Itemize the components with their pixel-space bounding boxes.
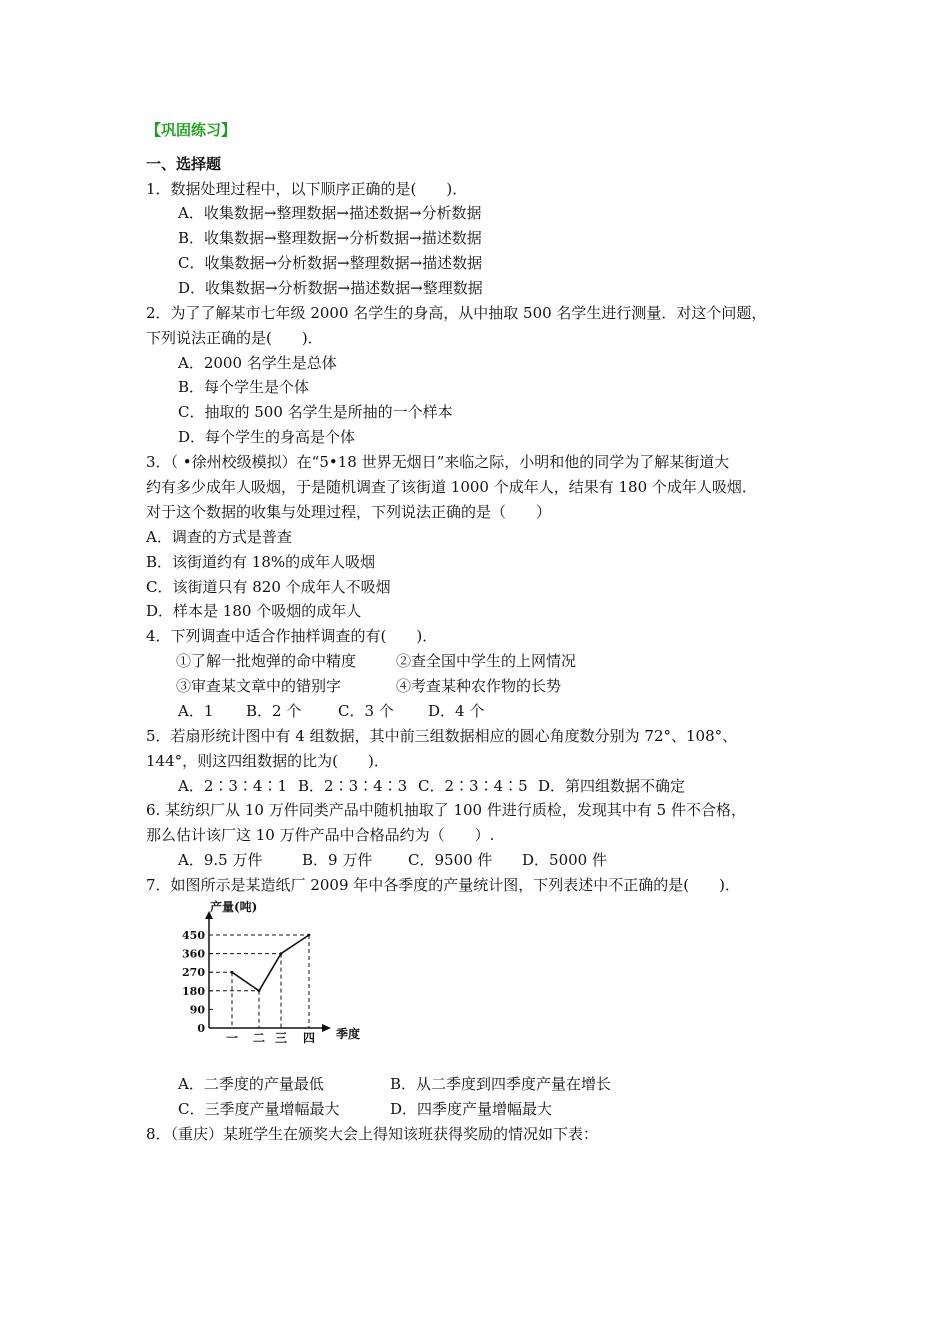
q4-stem: 4．下列调查中适合作抽样调查的有( )． xyxy=(146,627,438,645)
y-tick-label: 360 xyxy=(182,947,205,961)
q5-option-c: C．2∶3∶4∶5 xyxy=(418,777,528,795)
q4-item-2: ②查全国中学生的上网情况 xyxy=(396,652,577,670)
x-tick-label: 三 xyxy=(274,1031,288,1045)
x-axis-label: 季度 xyxy=(336,1027,361,1041)
part-heading: 一、选择题 xyxy=(146,155,222,173)
data-point xyxy=(258,989,261,992)
y-axis-label: 产量(吨) xyxy=(210,900,258,914)
x-tick-labels xyxy=(226,1031,315,1045)
q5-option-d: D．第四组数据不确定 xyxy=(538,777,686,795)
series-polyline xyxy=(232,935,309,991)
q2-option-c: C．抽取的 500 名学生是所抽的一个样本 xyxy=(178,403,453,421)
q7-option-c: C．三季度产量增幅最大 xyxy=(178,1100,340,1118)
q6-stem-line-1: 6. 某纺织厂从 10 万件同类产品中随机抽取了 100 件进行质检，发现其中有 5 件不合格， xyxy=(146,801,746,819)
q7-stem: 7．如图所示是某造纸厂 2009 年中各季度的产量统计图，下列表述中不正确的是( )． xyxy=(146,876,740,894)
series-line xyxy=(231,934,311,993)
q6-option-d: D．5000 件 xyxy=(522,851,607,869)
y-tick-label: 90 xyxy=(189,1003,205,1017)
q1-option-a: A．收集数据→整理数据→描述数据→分析数据 xyxy=(178,204,482,222)
q3-stem-line-2: 约有多少成年人吸烟，于是随机调查了该街道 1000 个成年人，结果有 180 个成年人吸烟． xyxy=(146,478,757,496)
q4-item-4: ④考查某种农作物的长势 xyxy=(396,677,562,695)
q2-stem-line-2: 下列说法正确的是( )． xyxy=(146,329,323,347)
q6-stem-line-2: 那么估计该厂这 10 万件产品中合格品约为（ ）. xyxy=(146,826,495,844)
y-tick-label: 180 xyxy=(182,984,205,998)
section-title: 【巩固练习】 xyxy=(146,121,237,139)
q4-item-1: ①了解一批炮弹的命中精度 xyxy=(176,652,357,670)
data-point xyxy=(280,952,283,955)
q3-stem-line-1: 3．（ •徐州校级模拟）在“5•18 世界无烟日”来临之际，小明和他的同学为了解某街道大 xyxy=(146,453,730,471)
production-line-chart xyxy=(176,897,376,1049)
q7-option-d: D．四季度产量增幅最大 xyxy=(390,1100,553,1118)
q5-option-b: B．2∶3∶4∶3 xyxy=(298,777,408,795)
data-point xyxy=(308,934,311,937)
x-tick-label: 二 xyxy=(252,1031,266,1045)
q4-option-c: C．3 个 xyxy=(338,702,394,720)
q7-option-a: A．二季度的产量最低 xyxy=(178,1075,324,1093)
y-tick-label: 0 xyxy=(197,1022,205,1035)
chart-axes xyxy=(205,911,331,1032)
q3-option-c: C．该街道只有 820 个成年人不吸烟 xyxy=(146,578,391,596)
q3-option-d: D．样本是 180 个吸烟的成年人 xyxy=(146,602,362,620)
q1-option-b: B．收集数据→整理数据→分析数据→描述数据 xyxy=(178,229,482,247)
q1-stem: 1．数据处理过程中，以下顺序正确的是( )． xyxy=(146,180,468,198)
q3-stem-line-3: 对于这个数据的收集与处理过程，下列说法正确的是（ ） xyxy=(146,503,552,521)
y-tick-label: 450 xyxy=(182,929,205,942)
q4-item-3: ③审查某文章中的错别字 xyxy=(176,677,342,695)
x-tick-label: 四 xyxy=(302,1031,316,1045)
q6-option-b: B．9 万件 xyxy=(302,851,373,869)
q5-stem-line-2: 144°，则这四组数据的比为( )． xyxy=(146,752,389,770)
q3-option-a: A．调查的方式是普查 xyxy=(146,528,292,546)
q1-option-d: D．收集数据→分析数据→描述数据→整理数据 xyxy=(178,279,483,297)
q5-stem-line-1: 5．若扇形统计图中有 4 组数据，其中前三组数据相应的圆心角度数分别为 72°、108°、 xyxy=(146,727,738,745)
y-tick-label: 270 xyxy=(182,966,205,980)
q7-option-b: B．从二季度到四季度产量在增长 xyxy=(390,1075,612,1093)
q8-stem: 8．（重庆）某班学生在颁奖大会上得知该班获得奖励的情况如下表： xyxy=(146,1125,599,1143)
q6-option-a: A．9.5 万件 xyxy=(178,851,263,869)
data-point xyxy=(231,971,234,974)
x-axis-arrow xyxy=(322,1024,331,1032)
q4-option-d: D．4 个 xyxy=(428,702,485,720)
q4-option-a: A．1 xyxy=(178,702,214,720)
q2-option-b: B．每个学生是个体 xyxy=(178,378,310,396)
x-tick-label: 一 xyxy=(225,1031,239,1045)
q2-option-a: A．2000 名学生是总体 xyxy=(178,354,337,372)
q2-stem-line-1: 2．为了了解某市七年级 2000 名学生的身高，从中抽取 500 名学生进行测量．对这个问题， xyxy=(146,304,767,322)
q1-option-c: C．收集数据→分析数据→整理数据→描述数据 xyxy=(178,254,483,272)
q2-option-d: D．每个学生的身高是个体 xyxy=(178,428,356,446)
guide-lines xyxy=(209,935,309,1028)
q4-option-b: B．2 个 xyxy=(246,702,302,720)
q6-option-c: C．9500 件 xyxy=(408,851,493,869)
q3-option-b: B．该街道约有 18%的成年人吸烟 xyxy=(146,553,376,571)
q5-option-a: A．2∶3∶4∶1 xyxy=(178,777,288,795)
